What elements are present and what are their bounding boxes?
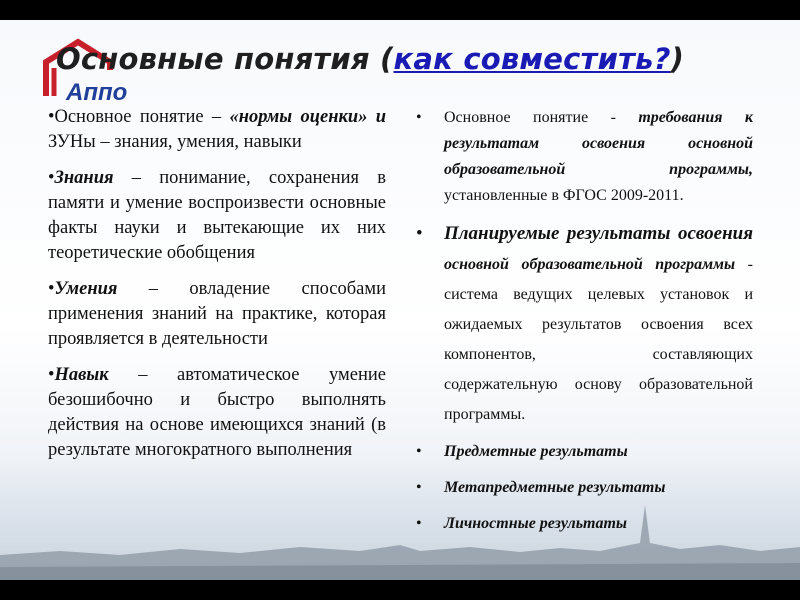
title-tail: ) xyxy=(670,42,685,76)
text-run: •Основное понятие – xyxy=(48,107,230,127)
left-item-zun xyxy=(48,105,386,155)
left-item-habit xyxy=(48,363,386,463)
right-item-main-concept xyxy=(414,105,753,209)
right-column xyxy=(414,105,753,547)
letterbox-top xyxy=(0,0,800,20)
text-run: – автоматическое умение безошибочно и быстро выполнять действия на основе имеющихся знаний (в результате многократного выполнения xyxy=(48,365,386,460)
letterbox-bottom xyxy=(0,580,800,600)
text-run: установленные в ФГОС 2009-2011. xyxy=(444,187,684,204)
bullet: • xyxy=(416,223,423,244)
slide xyxy=(0,20,800,580)
bullet: • xyxy=(416,515,422,532)
title-link[interactable]: как совместить? xyxy=(393,42,671,76)
text-run-emphasis: Знания xyxy=(54,168,114,188)
text-run: Основное понятие - xyxy=(444,109,639,126)
bullet: • xyxy=(416,443,422,460)
text-run: ЗУНы – знания, умения, навыки xyxy=(48,132,302,152)
text-run: - система ведущих целевых установок и ожидаемых результатов освоения всех компонентов, составляющих содержательную основу образовательной программы. xyxy=(444,256,753,423)
logo-text: Аппо xyxy=(66,79,128,106)
right-item-subject-results xyxy=(414,439,753,465)
bullet: • xyxy=(416,109,422,126)
left-item-skills xyxy=(48,277,386,352)
text-run-emphasis: «нормы оценки» и xyxy=(229,107,386,127)
text-run: • xyxy=(48,365,55,385)
text-run: – овладение способами применения знаний на практике, которая проявляется в деятельности xyxy=(48,279,386,349)
bullet: • xyxy=(416,479,422,496)
text-run-emphasis: требования к результатам освоения основной образовательной программы, xyxy=(444,109,753,178)
text-run-emphasis: Предметные результаты xyxy=(444,443,628,460)
title-main: Основные понятия ( xyxy=(56,42,394,76)
left-column xyxy=(48,105,386,474)
text-run-emphasis: Планируемые результаты освоения xyxy=(444,223,753,244)
text-run: – понимание, сохранения в памяти и умение воспроизвести основные факты науки и вытекающие их них теоретические обобщения xyxy=(48,168,386,263)
text-run-emphasis: Навык xyxy=(54,365,109,385)
text-run: • xyxy=(48,168,55,188)
page-title xyxy=(56,42,684,76)
text-run-emphasis: Личностные результаты xyxy=(444,515,627,532)
right-item-personal-results xyxy=(414,511,753,537)
right-item-metasubject-results xyxy=(414,475,753,501)
text-run-emphasis: Умения xyxy=(54,279,118,299)
left-item-knowledge xyxy=(48,166,386,266)
text-run: • xyxy=(48,279,55,299)
text-run-emphasis: основной образовательной программы xyxy=(444,256,736,273)
right-item-planned-results xyxy=(414,219,753,429)
text-run-emphasis: Метапредметные результаты xyxy=(444,479,666,496)
